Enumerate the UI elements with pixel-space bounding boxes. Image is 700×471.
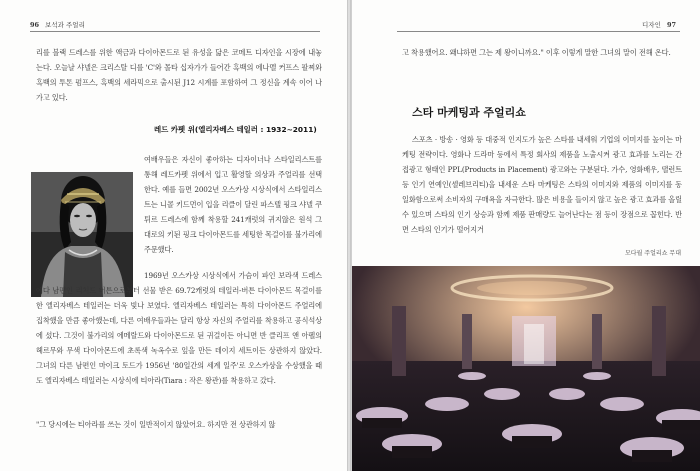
ballroom-photo: [352, 266, 700, 471]
running-head-left: [30, 20, 320, 32]
photo-caption: 모다월 주얼리쇼 무대: [625, 250, 681, 257]
paragraph: "그 당시에는 티아라를 쓰는 것이 일반적이지 않았어요. 하지만 전 상관하지 않: [36, 420, 276, 429]
section-caption: 레드 카펫 위(엘리자베스 테일러 : 1932~2011): [154, 125, 317, 134]
section-heading: 스타 마케팅과 주얼리쇼: [412, 106, 526, 119]
running-head-title: 디자인: [642, 21, 661, 29]
paragraph: 리를 블랙 드레스를 위한 액금과 다이아몬드로 된 유성을 닮은 코메트 디자인을 시장에 내놓는다. 오늘날 샤넬은 크리스탈 디를 'C'와 몰타 십자가가 들어간 흑백의 에나멜 커프스 팔찌와 흑백의 투톤 펌프스, 흑백의 세라믹으로 출시된 J12 시계를 포함하여 그 정신을 계속 이어 나가고 있다.: [36, 48, 322, 102]
page-number: 96: [30, 21, 40, 29]
paragraph: 고 착용했어요. 왜냐하면 그는 제 왕이니까요." 이후 이렇게 말한 그녀의 말이 전해 온다.: [402, 48, 671, 57]
right-page: [351, 0, 700, 471]
page-number: 97: [666, 21, 676, 29]
running-head-right: [397, 20, 680, 32]
left-page: [0, 0, 348, 471]
running-head-title: 보석과 주얼리: [45, 21, 85, 29]
paragraph: 여배우들은 자신이 좋아하는 디자이너나 스타일리스트를 통해 레드카펫 위에서 입고 활영할 의상과 주얼리를 선택한다. 예를 들면 2002년 오스카상 시상식에서 스타일리스트는 니콜 키드먼이 입을 리클이 달린 파스텔 핑크 샤넬 쿠튀르 드레스에 함께 착용할 241캐럿의 귀지않은 원석 그대로의 키된 핑크 다이아몬드를 세팅한 목걸이를 불가리에 주문했다.: [144, 155, 322, 254]
paragraph: 1969년 오스카상 시상식에서 가슴이 파인 보라색 드레스에다 남편인 리처드 버튼으로부터 선물 받은 69.72캐럿의 테일러-버튼 다이아몬드 목걸이를 한 엘리자베스 테일러는 더욱 빛나 보였다. 엘리자베스 테일러는 특히 다이아몬드 주얼리에 집착했을 만큼 좋아했는데, 다른 여배우들과는 달리 항상 자신의 주얼리를 착용하고 공식석상에 섰다. 그것이 불가리의 에메랄드와 다이아몬드로 된 귀걸이든 아니면 반 클리프 앤 아펠의 헤르무와 무색 다이아몬드에 초록색 녹옥수로 잎을 만든 데이지 세트이든 상관하지 않았다. 그녀의 다른 남편인 마이크 토드가 1956년 '80일간의 세계 일주'로 오스카상을 수상했을 때도 엘리자베스 테일러는 시상식에 티아라(Tiara : 작은 왕관)를 착용하고 갔다.: [36, 271, 322, 385]
paragraph: 스포츠 · 방송 · 영화 등 대중적 인지도가 높은 스타를 내세워 기업의 이미지를 높이는 마케팅 전략이다. 영화나 드라마 등에서 특정 회사의 제품을 노출시켜 광고 효과를 노리는 간접광고 형태인 PPL(Products in Placement) 광고와는 구분된다. 가수, 영화배우, 탤런트 등 인기 연예인(셀레브리티)을 내세운 스타 마케팅은 스타의 이미지와 제품의 이미지를 동일화함으로써 소비자의 구매욕을 자극한다. 많은 비용을 들이지 않고 높은 광고 효과를 올릴 수 있으며 스타의 인기 상승과 함께 제품 판매량도 늘어난다는 점 등이 장점으로 꼽힌다. 반면 스타의 인기가 떨어지거: [402, 135, 682, 234]
